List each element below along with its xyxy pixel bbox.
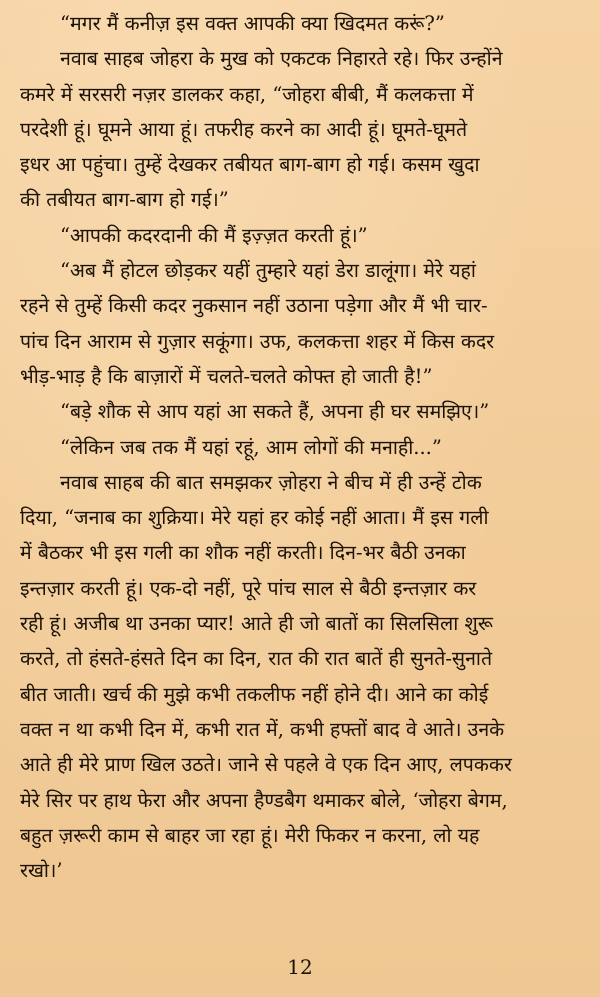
text-line: पांच दिन आराम से गुज़ार सकूंगा। उफ, कलकत्ता शहर में किस कदर [20,329,495,353]
text-line: परदेशी हूं। घूमने आया हूं। तफरीह करने का आदी हूं। घूमते-घूमते [20,117,468,141]
text-line: इधर आ पहुंचा। तुम्हें देखकर तबीयत बाग-बाग हो गई। कसम खुदा [20,153,480,177]
text-line: “मगर मैं कनीज़ इस वक्त आपकी क्या खिदमत करूं?” [60,12,445,35]
text-line: “अब मैं होटल छोड़कर यहीं तुम्हारे यहां डेरा डालूंगा। मेरे यहां [60,259,476,283]
text-line: “आपकी कदरदानी की मैं इज़्ज़त करती हूं।” [60,223,368,247]
text-line: कमरे में सरसरी नज़र डालकर कहा, “जोहरा बीबी, मैं कलकत्ता में [20,82,474,106]
text-line: बहुत ज़रूरी काम से बाहर जा रहा हूं। मेरी फिकर न करना, लो यह [20,823,480,847]
text-line: रहने से तुम्हें किसी कदर नुकसान नहीं उठाना पड़ेगा और मैं भी चार- [20,294,488,318]
text-line: करते, तो हंसते-हंसते दिन का दिन, रात की रात बातें ही सुनते-सुनाते [20,647,493,671]
text-line: नवाब साहब की बात समझकर ज़ोहरा ने बीच में ही उन्हें टोक [60,470,482,494]
page-number: 12 [287,955,313,979]
text-line: नवाब साहब जोहरा के मुख को एकटक निहारते रहे। फिर उन्होंने [60,47,503,71]
text-line: वक्त न था कभी दिन में, कभी रात में, कभी हफ्तों बाद वे आते। उनके [20,717,505,741]
body-text [20,6,588,888]
text-line: रही हूं। अजीब था उनका प्यार! आते ही जो बातों का सिलसिला शुरू [20,612,493,636]
text-line: आते ही मेरे प्राण खिल उठते। जाने से पहले वे एक दिन आए, लपककर [20,753,512,777]
text-line: की तबीयत बाग-बाग हो गई।” [20,188,229,212]
text-line: में बैठकर भी इस गली का शौक नहीं करती। दिन-भर बैठी उनका [20,541,466,565]
text-line: भीड़-भाड़ है कि बाज़ारों में चलते-चलते कोफ्त हो जाती है!” [20,364,433,388]
text-line: इन्तज़ार करती हूं। एक-दो नहीं, पूरे पांच साल से बैठी इन्तज़ार कर [20,576,477,600]
text-line: दिया, “जनाब का शुक्रिया। मेरे यहां हर कोई नहीं आता। मैं इस गली [20,506,489,530]
text-line: “बड़े शौक से आप यहां आ सकते हैं, अपना ही घर समझिए।” [60,400,490,424]
text-line: मेरे सिर पर हाथ फेरा और अपना हैण्डबैग थमाकर बोले, ‘जोहरा बेगम, [20,788,508,812]
text-line: बीत जाती। खर्च की मुझे कभी तकलीफ नहीं होने दी। आने का कोई [20,682,489,706]
text-line: “लेकिन जब तक मैं यहां रहूं, आम लोगों की मनाही...” [60,435,442,459]
text-line: रखो।’ [20,859,63,883]
